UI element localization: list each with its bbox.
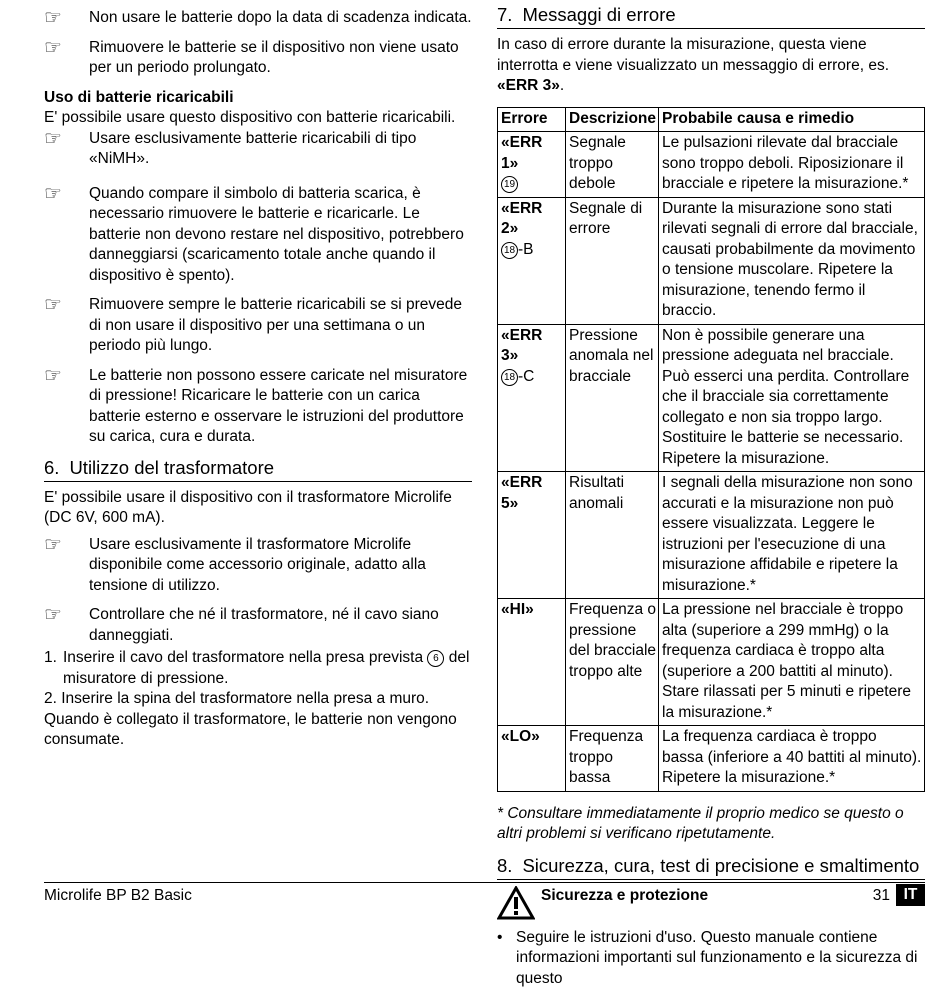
description-cell: Frequenza troppo bassa <box>566 726 659 792</box>
hint-item: ☞ Rimuovere sempre le batterie ricaricabili se si prevede di non usare il dispositivo per una settimana o un periodo più lungo. <box>44 295 472 357</box>
error-code-cell: «ERR 1» 19 <box>498 132 566 198</box>
page-footer <box>44 882 925 883</box>
column-header: Descrizione <box>566 107 659 132</box>
pointing-hand-icon: ☞ <box>44 8 89 29</box>
error-code-cell: «ERR 5» <box>498 472 566 599</box>
subsection-title: Uso di batterie ricaricabili <box>44 88 472 109</box>
table-header-row <box>498 107 925 132</box>
reference-number: 19 <box>501 176 518 193</box>
step-1: 1. Inserire il cavo del trasformatore nella presa prevista 6 del misuratore di pressione. <box>44 648 472 689</box>
pointing-hand-icon: ☞ <box>44 38 89 79</box>
closing-text: Quando è collegato il trasformatore, le batterie non vengono consumate. <box>44 710 472 751</box>
section-6-heading: 6. Utilizzo del trasformatore <box>44 457 472 482</box>
cause-cell: Durante la misurazione sono stati rilevati segnali di errore dal bracciale, causati probabilmente da movimento o tensione muscolare. Ripetere la misurazione, tenendo fermo il braccio. <box>659 197 925 324</box>
column-header: Errore <box>498 107 566 132</box>
section-7-heading: 7. Messaggi di errore <box>497 4 925 29</box>
cause-cell: Le pulsazioni rilevate dal bracciale sono troppo deboli. Riposizionare il bracciale e ripetere la misurazione.* <box>659 132 925 198</box>
safety-heading: Sicurezza e protezione <box>497 886 925 920</box>
hint-item: ☞ Usare esclusivamente il trasformatore Microlife disponibile come accessorio originale, adatto alla tensione di utilizzo. <box>44 535 472 597</box>
list-item: • Seguire le istruzioni d'uso. Questo manuale contiene informazioni importanti sul funzionamento e la sicurezza di questo <box>497 928 925 989</box>
right-column <box>497 8 925 989</box>
hint-item: ☞ Usare esclusivamente batterie ricaricabili di tipo «NiMH». <box>44 129 472 170</box>
language-badge: IT <box>896 884 925 906</box>
page-number: 31 <box>873 886 890 907</box>
reference-number: 6 <box>427 650 444 667</box>
error-code-cell: «ERR 3» 18 -C <box>498 324 566 472</box>
error-code-cell: «LO» <box>498 726 566 792</box>
hint-item: ☞ Controllare che né il trasformatore, né il cavo siano danneggiati. <box>44 605 472 646</box>
description-cell: Risultati anomali <box>566 472 659 599</box>
warning-triangle-icon <box>497 886 535 920</box>
pointing-hand-icon: ☞ <box>44 366 89 448</box>
hint-item: ☞ Non usare le batterie dopo la data di scadenza indicata. <box>44 8 472 29</box>
product-name: Microlife BP B2 Basic <box>44 886 192 907</box>
description-cell: Frequenza o pressione del bracciale troppo alte <box>566 599 659 726</box>
description-cell: Pressione anomala nel bracciale <box>566 324 659 472</box>
error-code-cell: «ERR 2» 18 -B <box>498 197 566 324</box>
table-row <box>498 132 925 198</box>
footnote: * Consultare immediatamente il proprio medico se questo o altri problemi si verificano ripetutamente. <box>497 804 925 845</box>
table-row <box>498 726 925 792</box>
cause-cell: Non è possibile generare una pressione adeguata nel bracciale. Può esserci una perdita. Controllare che il bracciale sia correttamente collegato e non sia troppo largo. Sostituire le batterie se necessario. Ripetere la misurazione. <box>659 324 925 472</box>
pointing-hand-icon: ☞ <box>44 535 89 597</box>
hint-item: ☞ Rimuovere le batterie se il dispositivo non viene usato per un periodo prolungato. <box>44 38 472 79</box>
cause-cell: La pressione nel bracciale è troppo alta (superiore a 299 mmHg) o la frequenza cardiaca è troppo alta (superiore a 200 battiti al minuto). Stare rilassati per 5 minuti e ripetere la misurazione.* <box>659 599 925 726</box>
cause-cell: I segnali della misurazione non sono accurati e la misurazione non può essere visualizzata. Leggere le istruzioni per l'esecuzione di una misurazione affidabile e ripetere la misurazione.* <box>659 472 925 599</box>
table-row <box>498 472 925 599</box>
reference-number: 18 <box>501 242 518 259</box>
hint-item: ☞ Le batterie non possono essere caricate nel misuratore di pressione! Ricaricare le batterie con un carica batterie esterno e osservare le istruzioni del produttore su carica, cura e durata. <box>44 366 472 448</box>
pointing-hand-icon: ☞ <box>44 605 89 646</box>
description-cell: Segnale di errore <box>566 197 659 324</box>
pointing-hand-icon: ☞ <box>44 295 89 357</box>
pointing-hand-icon: ☞ <box>44 129 89 170</box>
cause-cell: La frequenza cardiaca è troppo bassa (inferiore a 40 battiti al minuto). Ripetere la misurazione.* <box>659 726 925 792</box>
left-column <box>44 8 472 751</box>
error-table <box>497 107 925 792</box>
reference-number: 18 <box>501 369 518 386</box>
error-code-cell: «HI» <box>498 599 566 726</box>
table-row <box>498 324 925 472</box>
subsection-intro: E' possibile usare questo dispositivo con batterie ricaricabili. <box>44 108 472 129</box>
table-row <box>498 599 925 726</box>
step-2: 2. Inserire la spina del trasformatore nella presa a muro. <box>44 689 472 710</box>
pointing-hand-icon: ☞ <box>44 184 89 287</box>
error-table-body <box>498 132 925 792</box>
section-7-intro: In caso di errore durante la misurazione, questa viene interrotta e viene visualizzato un messaggio di errore, es. «ERR 3». <box>497 35 925 97</box>
hint-item: ☞ Quando compare il simbolo di batteria scarica, è necessario rimuovere le batterie e ricaricarle. Le batterie non devono restare nel dispositivo, potrebbero danneggiarsi (scaricamento totale anche quando il dispositivo è spento). <box>44 184 472 287</box>
column-header: Probabile causa e rimedio <box>659 107 925 132</box>
section-6-intro: E' possibile usare il dispositivo con il trasformatore Microlife (DC 6V, 600 mA). <box>44 488 472 529</box>
table-row <box>498 197 925 324</box>
description-cell: Segnale troppo debole <box>566 132 659 198</box>
section-8-heading: 8. Sicurezza, cura, test di precisione e smaltimento <box>497 855 925 880</box>
